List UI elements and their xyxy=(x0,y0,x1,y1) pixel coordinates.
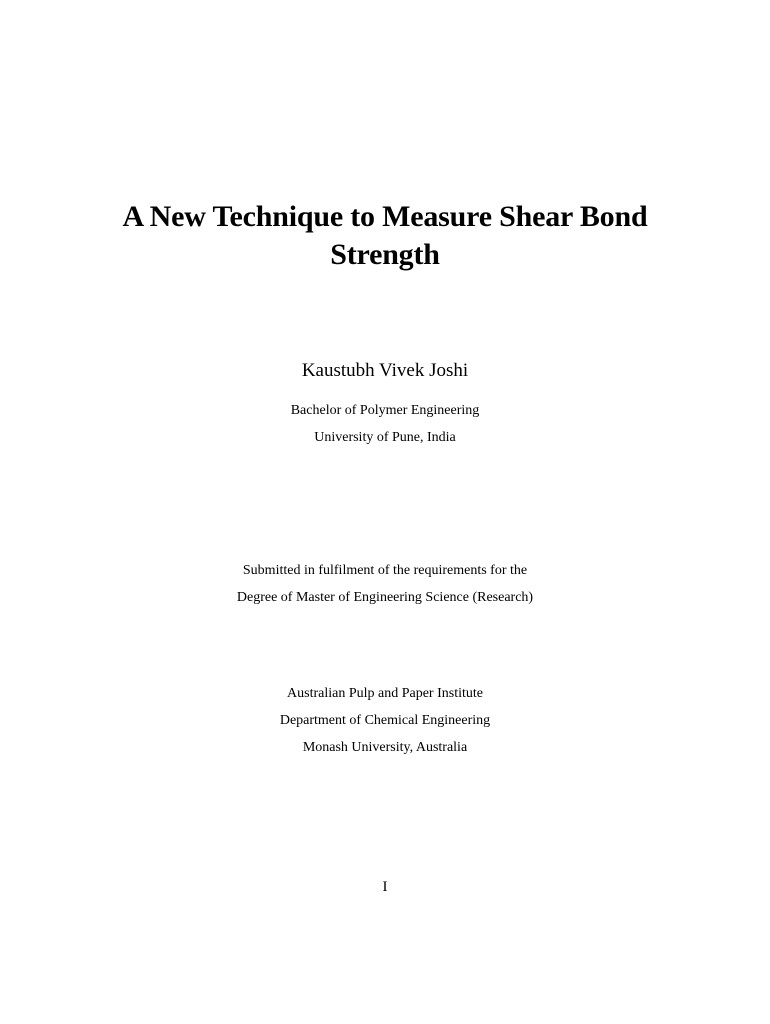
submission-line-1: Submitted in fulfilment of the requirements for the xyxy=(242,563,528,578)
affiliation-block xyxy=(0,680,770,761)
page-title xyxy=(0,198,770,274)
page-number: I xyxy=(382,879,388,895)
author-degree: Bachelor of Polymer Engineering xyxy=(290,403,480,418)
affiliation-institute: Australian Pulp and Paper Institute xyxy=(287,686,483,701)
affiliation-department: Department of Chemical Engineering xyxy=(279,713,491,728)
title-line-2: Strength xyxy=(330,238,440,271)
title-line-1: A New Technique to Measure Shear Bond xyxy=(122,200,648,233)
submission-statement xyxy=(0,557,770,611)
author-qualifications xyxy=(0,397,770,451)
author-university: University of Pune, India xyxy=(314,430,456,445)
affiliation-university: Monash University, Australia xyxy=(302,740,468,755)
submission-line-2: Degree of Master of Engineering Science (Research) xyxy=(236,590,534,605)
author-name: Kaustubh Vivek Joshi xyxy=(301,360,469,381)
